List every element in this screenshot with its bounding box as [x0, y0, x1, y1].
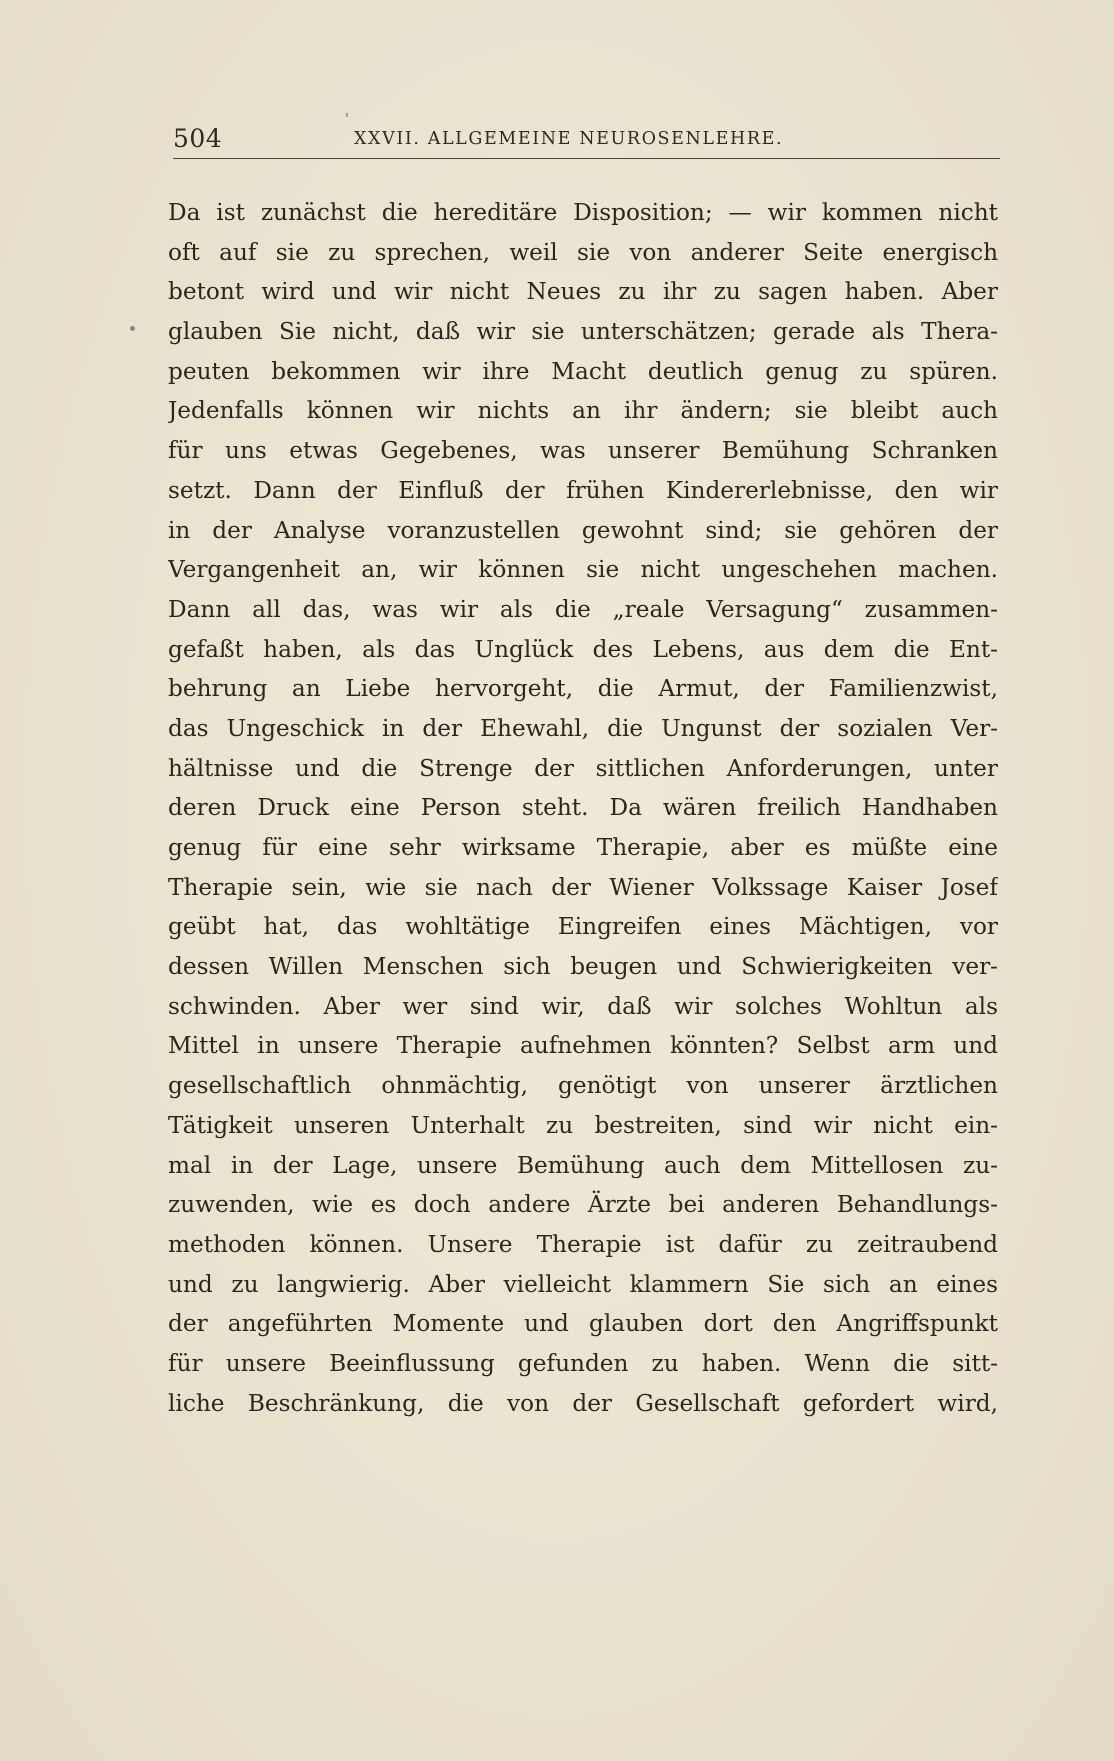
paper-speck: [346, 113, 348, 117]
text-line: betont wird und wir nicht Neues zu ihr zu sagen haben. Aber: [168, 278, 998, 306]
text-line: setzt. Dann der Einfluß der frühen Kindererlebnisse, den wir: [168, 476, 998, 504]
body-text: [168, 193, 998, 1423]
margin-mark: [130, 326, 135, 331]
text-line: hältnisse und die Strenge der sittlichen Anforderungen, unter: [168, 754, 998, 782]
text-line: peuten bekommen wir ihre Macht deutlich genug zu spüren.: [168, 357, 998, 385]
text-line: deren Druck eine Person steht. Da wären freilich Handhaben: [168, 794, 998, 822]
text-line: Tätigkeit unseren Unterhalt zu bestreiten, sind wir nicht ein-: [168, 1111, 998, 1139]
text-line: genug für eine sehr wirksame Therapie, aber es müßte eine: [168, 834, 998, 861]
text-line: Therapie sein, wie sie nach der Wiener Volkssage Kaiser Josef: [168, 873, 998, 901]
running-head: XXVII. ALLGEMEINE NEUROSENLEHRE.: [354, 129, 784, 149]
text-line: in der Analyse voranzustellen gewohnt sind; sie gehören der: [168, 516, 998, 544]
text-line: für unsere Beeinflussung gefunden zu haben. Wenn die sitt-: [168, 1349, 998, 1377]
text-line: der angeführten Momente und glauben dort den Angriffspunkt: [168, 1310, 998, 1338]
text-line: Jedenfalls können wir nichts an ihr ändern; sie bleibt auch: [168, 397, 998, 425]
text-line: und zu langwierig. Aber vielleicht klammern Sie sich an eines: [168, 1270, 998, 1298]
text-line: geübt hat, das wohltätige Eingreifen eines Mächtigen, vor: [168, 913, 998, 941]
text-line: Vergangenheit an, wir können sie nicht ungeschehen machen.: [168, 556, 998, 584]
text-line: für uns etwas Gegebenes, was unserer Bemühung Schranken: [168, 437, 998, 465]
text-line: Mittel in unsere Therapie aufnehmen könnten? Selbst arm und: [168, 1032, 998, 1060]
text-line: Da ist zunächst die hereditäre Disposition; — wir kommen nicht: [168, 199, 998, 226]
text-line: mal in der Lage, unsere Bemühung auch dem Mittellosen zu-: [168, 1151, 998, 1179]
text-line: schwinden. Aber wer sind wir, daß wir solches Wohltun als: [168, 992, 998, 1020]
text-line: zuwenden, wie es doch andere Ärzte bei anderen Behandlungs-: [168, 1191, 998, 1219]
text-line: gefaßt haben, als das Unglück des Lebens, aus dem die Ent-: [168, 635, 998, 663]
text-line: gesellschaftlich ohnmächtig, genötigt von unserer ärztlichen: [168, 1072, 998, 1100]
text-line: Dann all das, was wir als die „reale Versagung“ zusammen-: [168, 595, 998, 623]
text-line: oft auf sie zu sprechen, weil sie von anderer Seite energisch: [168, 238, 998, 266]
text-line: das Ungeschick in der Ehewahl, die Ungunst der sozialen Ver-: [168, 714, 998, 742]
text-line: behrung an Liebe hervorgeht, die Armut, der Familienzwist,: [168, 675, 998, 703]
page-number: 504: [173, 124, 223, 153]
text-line: methoden können. Unsere Therapie ist dafür zu zeitraubend: [168, 1230, 998, 1258]
header-rule: [173, 158, 1000, 159]
text-line: liche Beschränkung, die von der Gesellschaft gefordert wird,: [168, 1389, 998, 1417]
text-line: dessen Willen Menschen sich beugen und Schwierigkeiten ver-: [168, 953, 998, 981]
page-header: [173, 124, 1000, 158]
text-line: glauben Sie nicht, daß wir sie unterschätzen; gerade als Thera-: [168, 318, 998, 346]
